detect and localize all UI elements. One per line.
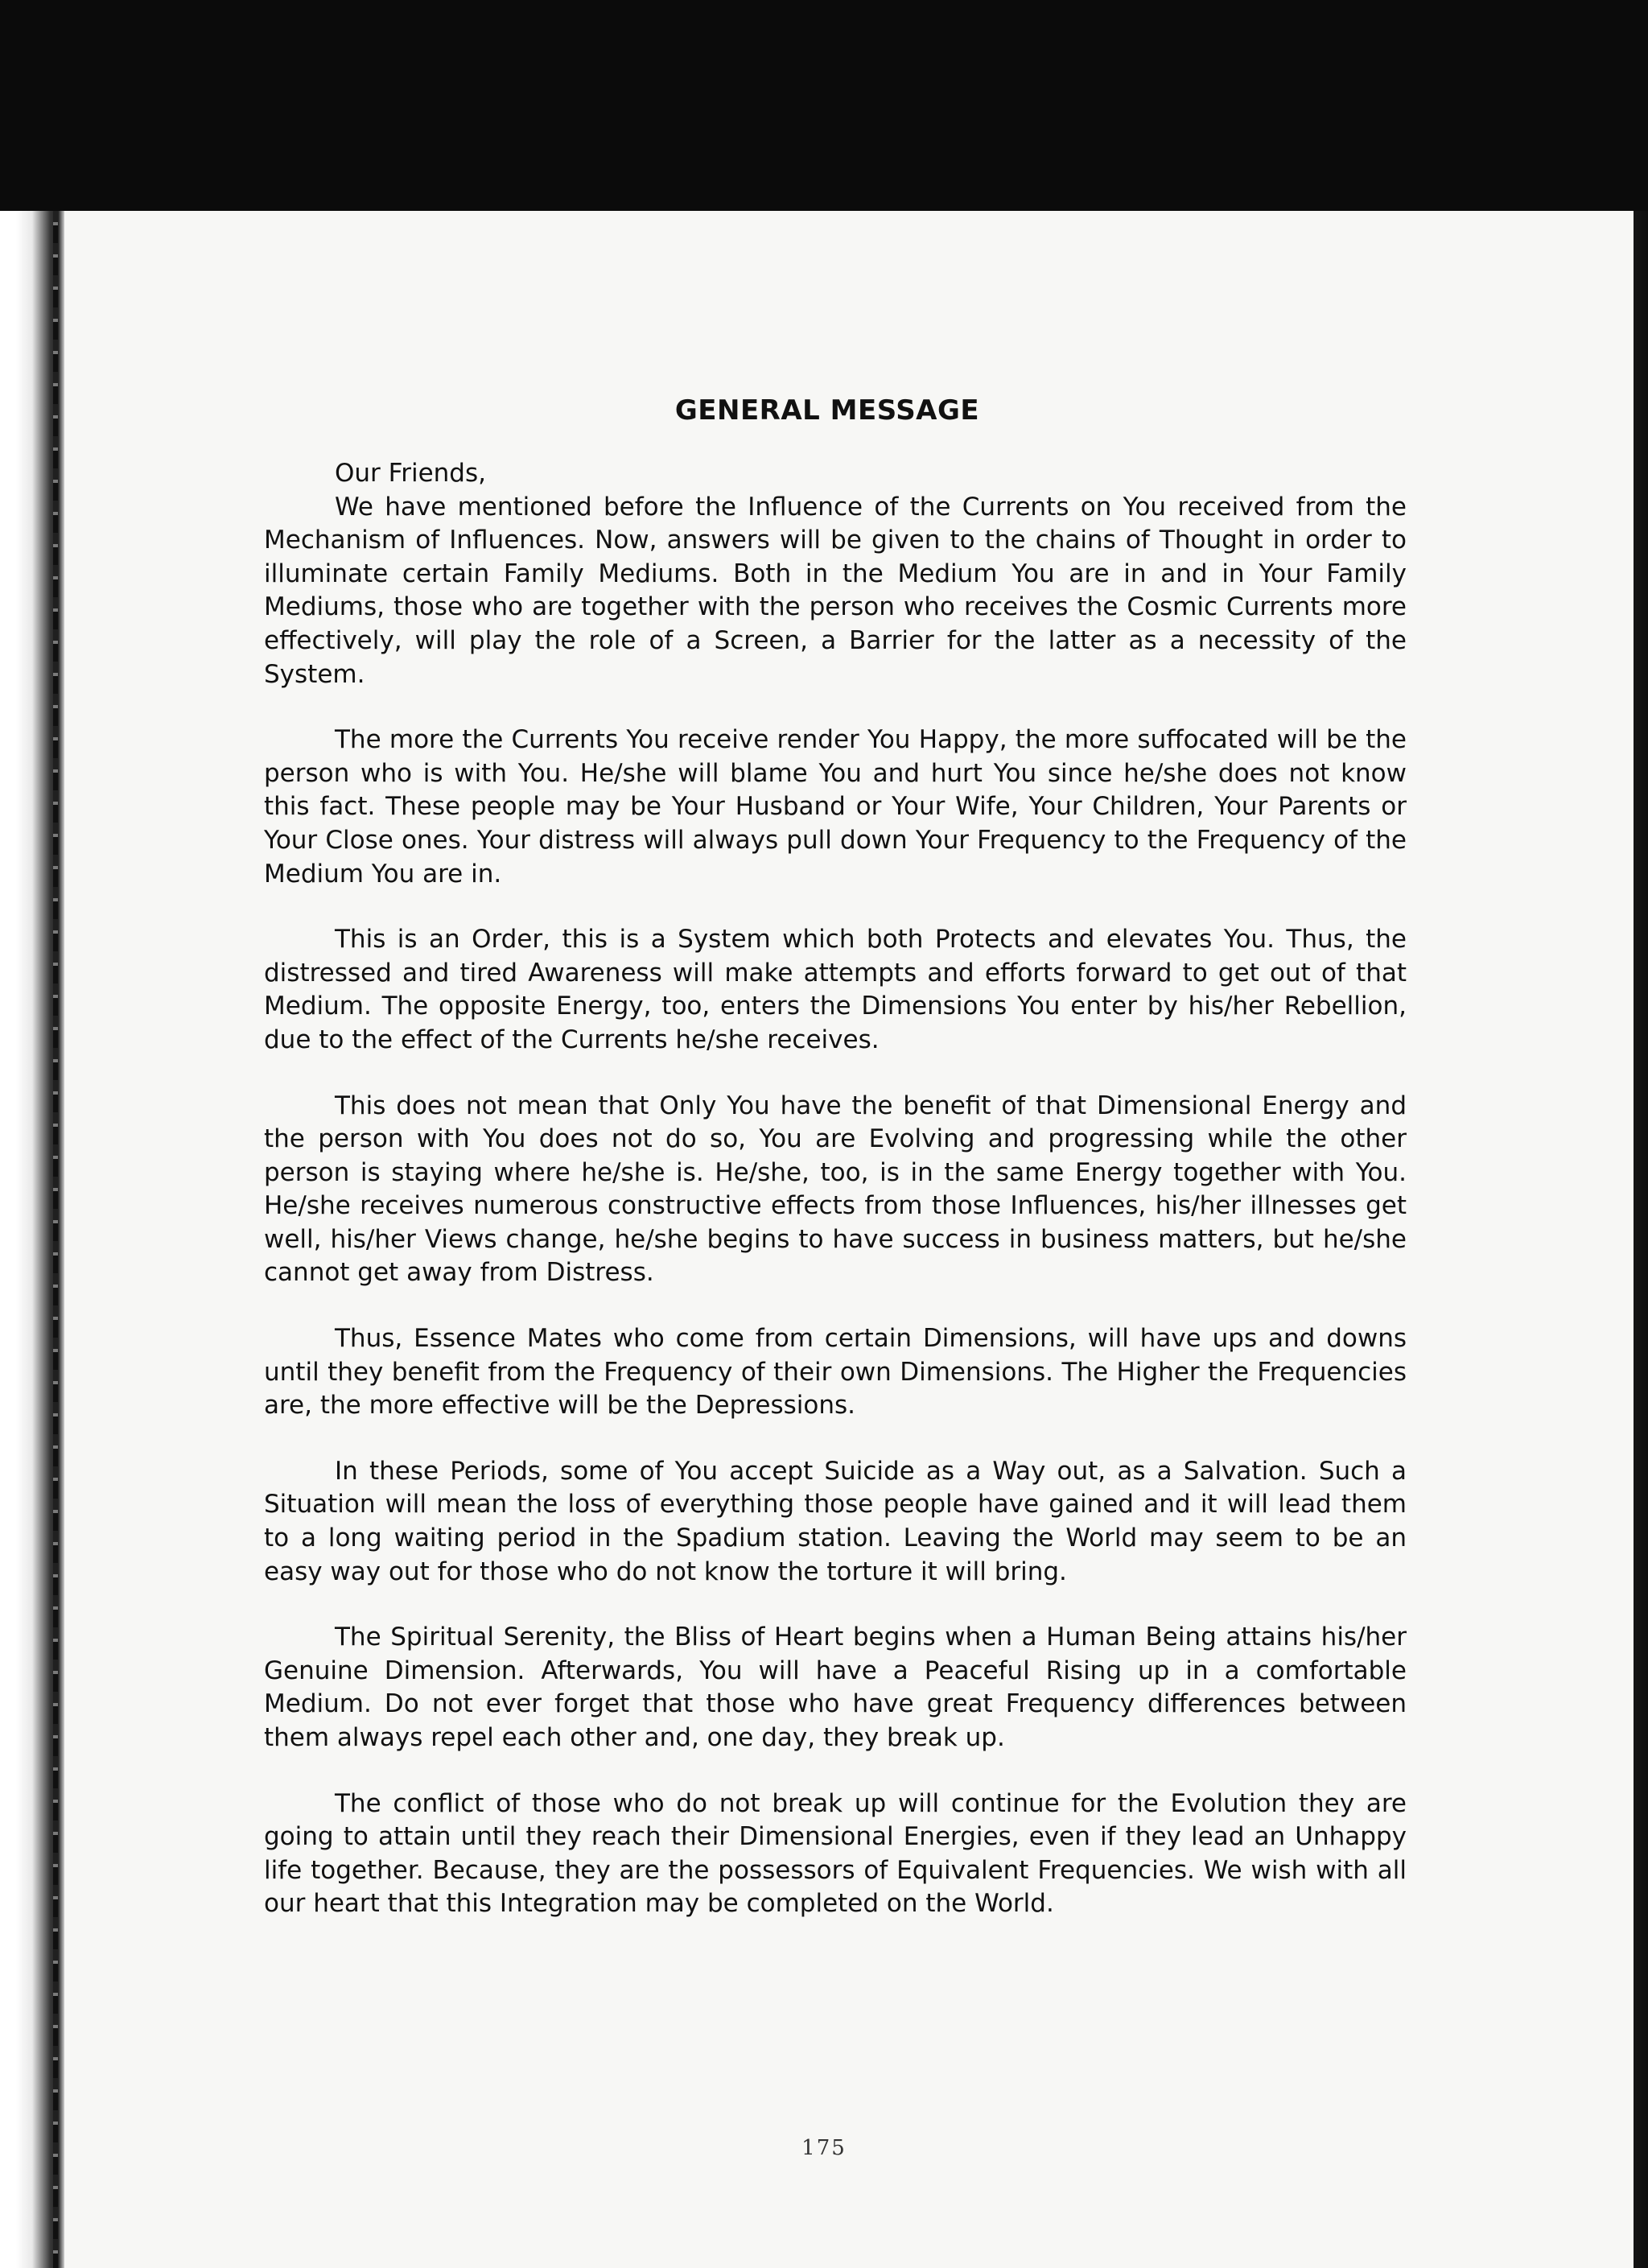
paragraph-1: We have mentioned before the Influence of the Currents on You received from the Mechanism of Influences. Now, answers will be given to the chains of Thought in order to illuminate certain Family Mediums. Both in the Medium You are in and in Your Family Mediums, those who are together with the person who receives the Cosmic Currents more effectively, will play the role of a Screen, a Barrier for the latter as a necessity of the System. (264, 492, 1407, 689)
page-content (264, 394, 1407, 1953)
paragraph-5: Thus, Essence Mates who come from certain Dimensions, will have ups and downs until they benefit from the Frequency of their own Dimensions. The Higher the Frequencies are, the more effective will be the Depressions. (264, 1324, 1407, 1421)
page-stack-edge (53, 211, 58, 2268)
book-binding-left-edge (0, 211, 64, 2268)
paragraph-4: This does not mean that Only You have the benefit of that Dimensional Energy and the person with You does not do so, You are Evolving and progressing while the other person is staying where he/she is. He/she, too, is in the same Energy together with You. He/she receives numerous constructive effects from those Influences, his/her illnesses get well, his/her Views change, he/she begins to have success in business matters, but he/she cannot get away from Distress. (264, 1091, 1407, 1288)
page-number: 175 (801, 2136, 847, 2160)
paragraph-2: The more the Currents You receive render You Happy, the more suffocated will be the person who is with You. He/she will blame You and hurt You since he/she does not know this fact. These people may be Your Husband or Your Wife, Your Children, Your Parents or Your Close ones. Your distress will always pull down Your Frequency to the Frequency of the Medium You are in. (264, 725, 1407, 889)
page-title: GENERAL MESSAGE (674, 394, 980, 427)
paragraph-7: The Spiritual Serenity, the Bliss of Heart begins when a Human Being attains his/her Genuine Dimension. Afterwards, You will have a Peaceful Rising up in a comfortable Medium. Do not ever forget that those who have great Frequency differences between them always repel each other and, one day, they break up. (264, 1623, 1407, 1752)
paragraph-8: The conflict of those who do not break up will continue for the Evolution they are going to attain until they reach their Dimensional Energies, even if they lead an Unhappy life together. Because, they are the possessors of Equivalent Frequencies. We wish with all our heart that this Integration may be completed on the World. (264, 1788, 1407, 1919)
salutation: Our Friends, (335, 459, 486, 488)
paragraph-6: In these Periods, some of You accept Suicide as a Way out, as a Salvation. Such a Situation will mean the loss of everything those people have gained and it will lead them to a long waiting period in the Spadium station. Leaving the World may seem to be an easy way out for those who do not know the torture it will bring. (264, 1456, 1407, 1586)
paragraph-3: This is an Order, this is a System which both Protects and elevates You. Thus, the distressed and tired Awareness will make attempts and efforts forward to get out of that Medium. The opposite Energy, too, enters the Dimensions You enter by his/her Rebellion, due to the effect of the Currents he/she receives. (264, 925, 1407, 1054)
